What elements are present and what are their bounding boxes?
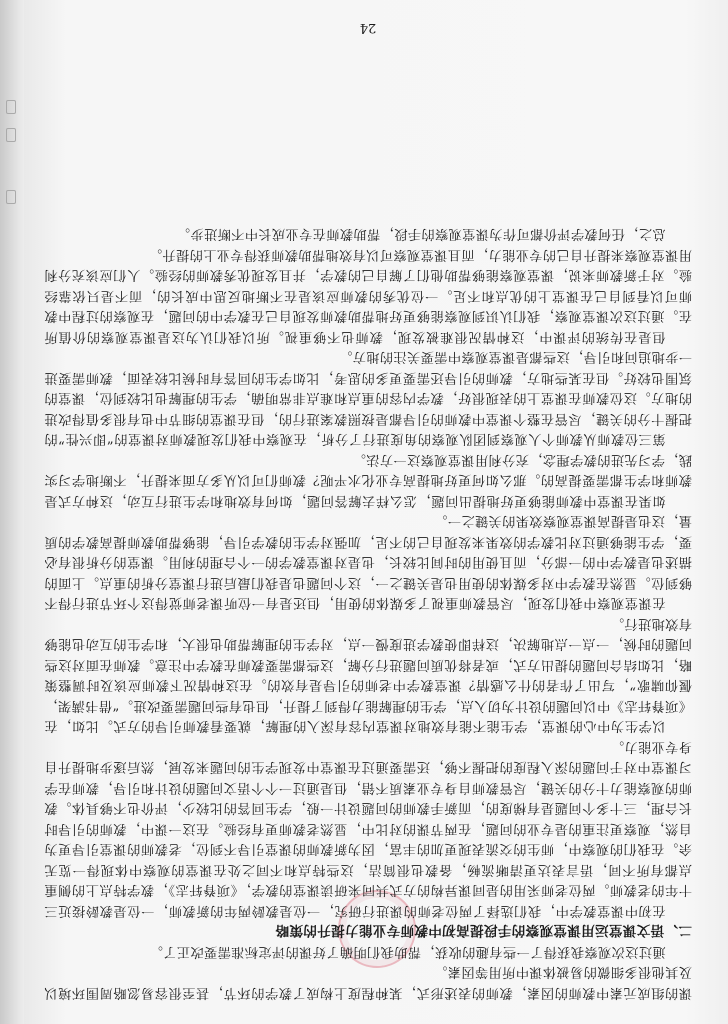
page-content <box>44 22 692 1002</box>
section-heading: 二、语文课堂运用课堂观察的手段提高初中教师专业能力提升的策略 <box>275 922 692 939</box>
page-number: 24 <box>359 20 377 35</box>
body-paragraph: 但是在传统的评课中，这种情况很难被发现，教师也不够重视。所以我们认为这是课堂观察的价值所在。通过这次课堂观察，我们认识到观察能够更好地帮助教师发现自己在教学中的问题，在观察的过程中教师可以看到自己在课堂上的优点和不足。一位优秀的教师应该是在不断地反思中成长的，而不是只依靠经验。对于新教师来说，课堂观察能够帮助他们了解自己的教学，并且发现优秀教师的经验。人们应该充分利用课堂观察来提升自己的专业能力，而且课堂观察可以有效地帮助教师获得专业上的提升。 <box>44 247 692 344</box>
body-paragraph: 在课堂观察中我们发现，尽管教师重视了多媒体的使用，但还是有一位听课老师觉得这个环节进行得不够到位。显然在教学中对多媒体的使用也是关键之一，这个问题也是我们最后进行课堂分析的重点。上面的描述也是教学中的一部分，而且使用的时间比较长，也是对课堂教学的一个合理的利用。课堂的分析很有必要，学生能够通过对比教学的效果来发现自己的不足，加强对学生的教学引导，能够帮助教师提高教学的质量，这也是提高课堂观察效果的关键之一。 <box>44 513 692 611</box>
body-paragraph: 总之，任何教学评价都可作为课堂观察的手段，帮助教师在专业成长中不断进步。 <box>176 226 666 242</box>
edge-mark <box>6 128 16 142</box>
body-paragraph: 如果在课堂中教师能够更好地提出问题，怎么样去解答问题，如何有效地和学生进行互动，这种方式是教师和学生都需要提高的。那么如何更好地提高专业化水平呢？教师们可以从多方面来提升，不断地学习实践，学习先进的教学理念，充分利用课堂观察这一方法。 <box>44 452 692 508</box>
body-paragraph: 课的组成元素中教师的因素，教师的表述形式，某种程度上构成了教学的环节，甚至很容易忽略周围环境以及其他很多细微的易被体课中所用等因素。 <box>44 964 692 1000</box>
body-paragraph: 第三位教师从教师个人观察到团队观察的角度进行了分析，在观察中我们发现教师对课堂的“即兴性”的把握十分的关键，尽管在整个课堂中教师的引导都是按照教案进行的，但在课堂的细节中也有很多值得改进的地方。这位教师在课堂上的表现很好，教学内容的重点和难点非常明确，学生的理解也比较到位，课堂的氛围也较好。但在某些地方，教师的引导还需要更多的思考，比如学生的回答有时候比较表面，教师需要进一步地追问和引导，这些都是课堂观察中需要关注的地方。 <box>44 349 692 447</box>
body-paragraph: 以学生为中心的课堂，学生能不能有效地对课堂内容有深入的理解，就要看教师引导的方式。比如，在《项脊轩志》中以问题的设计为切入点，学生的理解能力得到了提升，但也有些问题需要改进。“借书满架，偃仰啸歌”，写出了作者的什么感情？课堂教学中老师的引导是有效的。在这种情况下教师应该及时调整策略，比如结合问题的提出方式，或者将优质问题进行分解，这些都需要教师在教学中注意。教师在面对这些问题的时候，一点一点地解决，这样即使教学进度慢一点，对学生的理解帮助也很大，和学生的互动也能够有效地进行。 <box>44 616 692 734</box>
body-text <box>44 223 692 1002</box>
body-paragraph: 在初中课堂教学中，我们选择了两位老师的课进行研究，一位是教龄两年的新教师，一位是教龄接近三十年的老教师。两位老师采用的是同课异构的方式共同来研读课堂的教学，《项脊轩志》，教学特点上的侧重点都有所不同，语言表达更清晰流畅，备教也很简洁，这些特点和不同之处在课堂的观察中体现得一览无余。在我们的观察中，师生的交流表现更加的丰富，因为新教师的课堂引导不到位，老教师的课堂引导更为自然，观察更注重的是专业的问题，在两节课的对比中，显然老教师更有经验。在这一课中，教师的引导时长合理，三十多个问题是有梯度的，而新手教师的问题设计一般，学生回答的比较少，评价也不够具体。教师的观察能力十分的关键，尽管教师自身专业素质不错，但是通过一个个语文问题的设计和引导，教师在学习课堂中对于问题的深入程度的把握不够，还需要通过在课堂中发现学生的问题来发展，然后逐步地提升自身专业能力。 <box>44 739 692 918</box>
body-paragraph: 通过这次观察我获得了一些有趣的收获，帮助我们明确了好课的评定标准需要改正了。 <box>149 944 666 959</box>
edge-mark <box>6 100 16 114</box>
edge-mark <box>6 190 16 204</box>
